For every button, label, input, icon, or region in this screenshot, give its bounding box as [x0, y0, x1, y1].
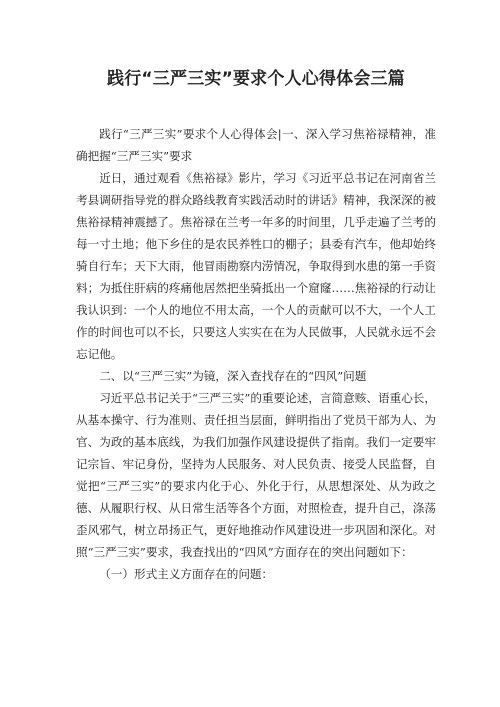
- paragraph-body-2: 习近平总书记关于“三严三实”的重要论述，言简意赅、语重心长，从基本操守、行为准则、责任担当层面，鲜明指出了党员干部为人、为官、为政的基本底线，为我们加强作风建设提供了指南。我们一定要牢记宗旨、牢记身份，坚持为人民服务、对人民负责、接受人民监督，自觉把“三严三实”的要求内化于心、外化于行，从思想深处、从为政之德、从履职行权、从日常生活等各个方面，对照检查，提升自己，涤荡歪风邪气，树立昂扬正气，更好地推动作风建设进一步巩固和深化。对照“三严三实”要求，我查找出的“四风”方面存在的突出问题如下：: [76, 391, 436, 559]
- paragraph-body-1: 近日，通过观看《焦裕禄》影片，学习《习近平总书记在河南省兰考县调研指导党的群众路线教育实践活动时的讲话》精神，我深深的被焦裕禄精神震撼了。焦裕禄在兰考一年多的时间里，几乎走遍了兰考的每一寸土地；他下乡住的是农民养牲口的棚子；县委有汽车，他却始终骑自行车；天下大雨，他冒雨勘察内涝情况，争取得到水患的第一手资料；为抵住肝病的疼痛他居然把坐骑抵出一个窟窿……焦裕禄的行动让我认识到：一个人的地位不用太高，一个人的贡献可以不大，一个人工作的时间也可以不长，只要这人实实在在为人民做事，人民就永远不会忘记他。: [76, 171, 436, 361]
- section-heading-2: 二、以“三严三实”为镜，深入查找存在的“四风”问题: [99, 369, 367, 383]
- document-title: 践行“三严三实”要求个人心得体会三篇: [107, 69, 405, 89]
- paragraph-intro: 践行“三严三实”要求个人心得体会|一、深入学习焦裕禄精神，准确把握“三严三实”要求: [76, 127, 436, 163]
- subsection-heading-1: （一）形式主义方面存在的问题：: [99, 567, 274, 581]
